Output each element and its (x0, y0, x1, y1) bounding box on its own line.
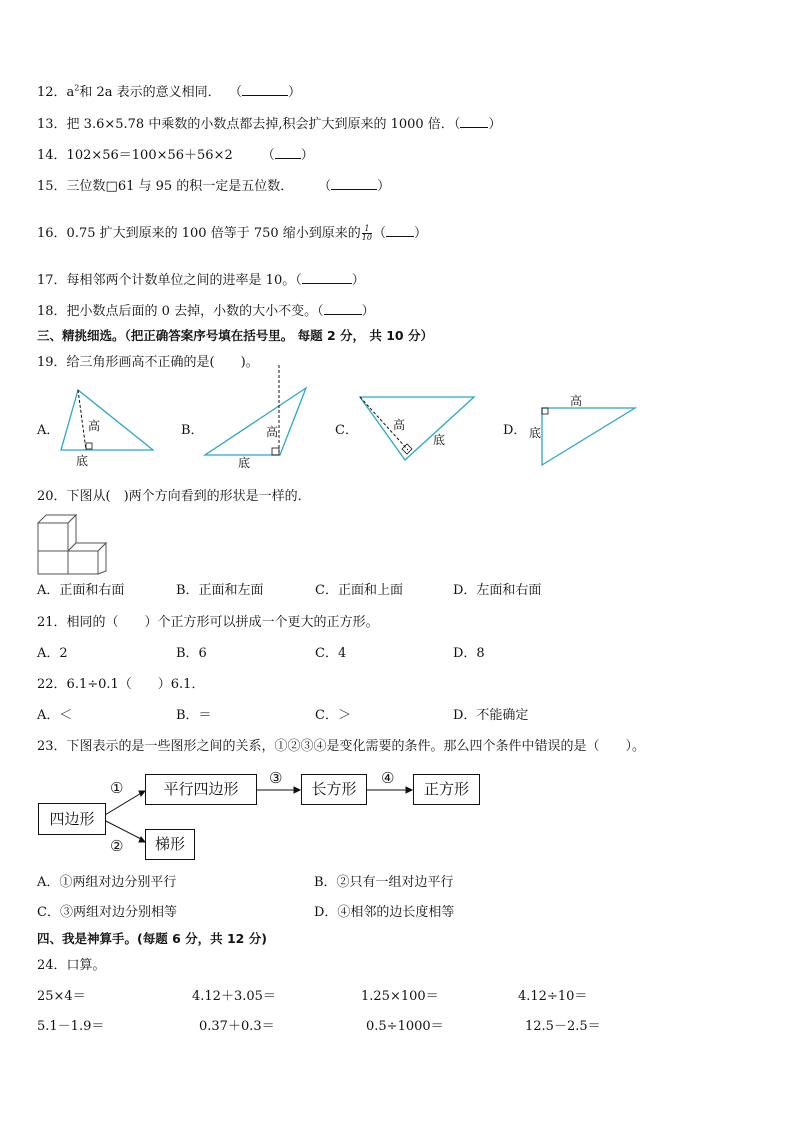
box-square: 正方形 (413, 774, 480, 805)
question-19-stem: 19．给三角形画高不正确的是( )。 (37, 355, 259, 370)
option-c-label[interactable]: C． (335, 423, 358, 438)
condition-3-mark: ③ (269, 769, 283, 787)
condition-1-mark: ① (110, 779, 124, 797)
triangle-d (529, 393, 635, 465)
label-di: 底 (529, 426, 542, 440)
box-trapezoid: 梯形 (145, 829, 195, 860)
section-3-heading: 三、精挑细选。（把正确答案序号填在括号里。 每题 2 分， 共 10 分） (37, 328, 433, 343)
question-24-stem: 24．口算。 (37, 958, 106, 973)
q21-option-c[interactable]: C．4 (315, 646, 347, 661)
label-gao: 高 (570, 394, 583, 408)
triangle-a (61, 390, 153, 468)
q23-option-c[interactable]: C．③两组对边分别相等 (37, 905, 177, 920)
calc-item: 25×4＝ (37, 989, 86, 1004)
q21-option-d[interactable]: D．8 (453, 646, 485, 661)
calc-item: 0.5÷1000＝ (366, 1019, 444, 1034)
question-17: 17．每相邻两个计数单位之间的进率是 10。（ ） (37, 273, 365, 288)
triangle-b (205, 365, 306, 470)
question-15: 15．三位数□61 与 95 的积一定是五位数． （ ） (37, 179, 391, 194)
condition-4-mark: ④ (381, 769, 395, 787)
calc-item: 4.12÷10＝ (518, 989, 588, 1004)
label-gao: 高 (88, 419, 101, 433)
question-22-stem: 22．6.1÷0.1（ ）6.1． (37, 677, 205, 692)
calc-item: 0.37＋0.3＝ (199, 1019, 275, 1034)
question-12: 12．$a^2$和 2a 表示的意义相同． （ ） (37, 83, 301, 100)
triangles-figure (0, 0, 794, 480)
q22-option-a[interactable]: A．＜ (37, 708, 73, 723)
q22-option-b[interactable]: B．＝ (176, 708, 212, 723)
q20-option-a[interactable]: A．正面和右面 (37, 583, 125, 598)
calc-item: 5.1－1.9＝ (37, 1019, 105, 1034)
q22-option-d[interactable]: D．不能确定 (453, 708, 529, 723)
label-gao: 高 (266, 425, 279, 439)
question-13: 13．把 3.6×5.78 中乘数的小数点都去掉,积会扩大到原来的 1000 倍．（ ） (37, 117, 502, 132)
question-20-stem: 20．下图从( )两个方向看到的形状是一样的． (37, 489, 311, 504)
q21-option-b[interactable]: B．6 (176, 646, 207, 661)
label-gao: 高 (393, 418, 406, 432)
calc-item: 1.25×100＝ (361, 989, 439, 1004)
fraction: $\frac{1}{10}$ (361, 224, 372, 242)
question-16: 16．0.75 扩大到原来的 100 倍等于 750 缩小到原来的 $\frac{1}{10}$ （ ） (37, 224, 427, 242)
q23-option-a[interactable]: A．①两组对边分别平行 (37, 875, 177, 890)
label-di: 底 (238, 456, 251, 470)
label-di: 底 (433, 433, 446, 447)
q23-option-d[interactable]: D．④相邻的边长度相等 (314, 905, 455, 920)
option-d-label[interactable]: D． (503, 423, 527, 438)
section-4-heading: 四、我是神算手。(每题 6 分，共 12 分) (37, 931, 267, 946)
calc-item: 4.12＋3.05＝ (192, 989, 276, 1004)
option-b-label[interactable]: B． (181, 423, 204, 438)
question-23-stem: 23．下图表示的是一些图形之间的关系，①②③④是变化需要的条件。那么四个条件中错误的是（ ）。 (37, 739, 646, 754)
q20-option-c[interactable]: C．正面和上面 (315, 583, 403, 598)
question-21-stem: 21．相同的（ ）个正方形可以拼成一个更大的正方形。 (37, 615, 379, 630)
q20-option-b[interactable]: B．正面和左面 (176, 583, 264, 598)
triangle-c (360, 397, 474, 460)
box-quadrilateral: 四边形 (38, 803, 106, 835)
q20-option-d[interactable]: D．左面和右面 (453, 583, 542, 598)
label-di: 底 (76, 454, 89, 468)
question-18: 18．把小数点后面的 0 去掉，小数的大小不变。（ ） (37, 304, 375, 319)
box-rectangle: 长方形 (301, 774, 367, 805)
calc-item: 12.5－2.5＝ (525, 1019, 601, 1034)
cube-stack-figure (36, 510, 112, 576)
condition-2-mark: ② (110, 837, 124, 855)
question-14: 14．102×56＝100×56＋56×2 （ ） (37, 148, 314, 163)
option-a-label[interactable]: A． (37, 423, 60, 438)
q21-option-a[interactable]: A．2 (37, 646, 68, 661)
q23-option-b[interactable]: B．②只有一组对边平行 (314, 875, 454, 890)
box-parallelogram: 平行四边形 (145, 774, 257, 805)
q22-option-c[interactable]: C．＞ (315, 708, 351, 723)
